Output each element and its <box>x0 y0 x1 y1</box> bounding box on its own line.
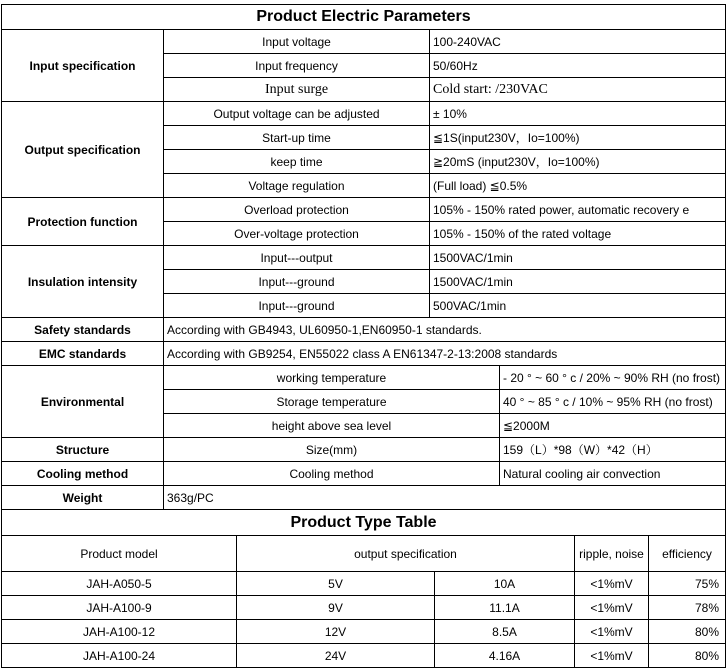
environmental-label: Environmental <box>2 366 164 438</box>
model-cell: JAH-A100-12 <box>2 620 237 644</box>
model-cell: JAH-A050-5 <box>2 572 237 596</box>
param-name: Voltage regulation <box>164 174 430 198</box>
param-value: 1500VAC/1min <box>430 246 726 270</box>
model-cell: JAH-A100-24 <box>2 644 237 668</box>
param-value: Cold start: /230VAC <box>430 78 726 102</box>
ripple-cell: <1%mV <box>575 644 649 668</box>
param-value: 105% - 150% rated power, automatic recovery e <box>430 198 726 222</box>
param-name: Input---ground <box>164 294 430 318</box>
param-value: ≦2000M <box>500 414 726 438</box>
voltage-cell: 9V <box>237 596 435 620</box>
insulation-intensity-label: Insulation intensity <box>2 246 164 318</box>
ripple-cell: <1%mV <box>575 596 649 620</box>
current-cell: 8.5A <box>435 620 575 644</box>
safety-standards-label: Safety standards <box>2 318 164 342</box>
param-name: Storage temperature <box>164 390 500 414</box>
param-name: Over-voltage protection <box>164 222 430 246</box>
param-value: ≦1S(input230V，Io=100%) <box>430 126 726 150</box>
voltage-cell: 24V <box>237 644 435 668</box>
param-value: 159（L）*98（W）*42（H） <box>500 438 726 462</box>
protection-function-label: Protection function <box>2 198 164 246</box>
param-name: Input frequency <box>164 54 430 78</box>
param-name: Start-up time <box>164 126 430 150</box>
param-value: - 20 ° ~ 60 ° c / 20% ~ 90% RH (no frost) <box>500 366 726 390</box>
safety-standards-value: According with GB4943, UL60950-1,EN60950-1 standards. <box>164 318 726 342</box>
current-cell: 4.16A <box>435 644 575 668</box>
voltage-cell: 12V <box>237 620 435 644</box>
param-name: Output voltage can be adjusted <box>164 102 430 126</box>
efficiency-cell: 75% <box>649 572 726 596</box>
param-name: Input voltage <box>164 30 430 54</box>
efficiency-cell: 78% <box>649 596 726 620</box>
ripple-cell: <1%mV <box>575 620 649 644</box>
emc-standards-value: According with GB9254, EN55022 class A EN61347-2-13:2008 standards <box>164 342 726 366</box>
param-value: 500VAC/1min <box>430 294 726 318</box>
param-name: Input---output <box>164 246 430 270</box>
model-cell: JAH-A100-9 <box>2 596 237 620</box>
param-value: ≧20mS (input230V，Io=100%) <box>430 150 726 174</box>
param-name: keep time <box>164 150 430 174</box>
voltage-cell: 5V <box>237 572 435 596</box>
cooling-method-label: Cooling method <box>2 462 164 486</box>
electric-parameters-title: Product Electric Parameters <box>2 5 726 30</box>
param-value: 50/60Hz <box>430 54 726 78</box>
param-name: Cooling method <box>164 462 500 486</box>
param-name: Overload protection <box>164 198 430 222</box>
table-row <box>2 572 726 596</box>
current-cell: 10A <box>435 572 575 596</box>
product-type-table <box>1 509 726 668</box>
header-efficiency: efficiency <box>649 536 726 572</box>
current-cell: 11.1A <box>435 596 575 620</box>
product-type-title: Product Type Table <box>2 510 726 536</box>
output-spec-label: Output specification <box>2 102 164 198</box>
param-value: 105% - 150% of the rated voltage <box>430 222 726 246</box>
param-name: Size(mm) <box>164 438 500 462</box>
weight-value: 363g/PC <box>164 486 726 510</box>
header-product-model: Product model <box>2 536 237 572</box>
header-output-specification: output specification <box>237 536 575 572</box>
param-value: 40 ° ~ 85 ° c / 10% ~ 95% RH (no frost) <box>500 390 726 414</box>
param-name: working temperature <box>164 366 500 390</box>
efficiency-cell: 80% <box>649 620 726 644</box>
header-ripple-noise: ripple, noise <box>575 536 649 572</box>
table-row <box>2 644 726 668</box>
param-value: Natural cooling air convection <box>500 462 726 486</box>
param-value: 1500VAC/1min <box>430 270 726 294</box>
param-value: 100-240VAC <box>430 30 726 54</box>
efficiency-cell: 80% <box>649 644 726 668</box>
ripple-cell: <1%mV <box>575 572 649 596</box>
electric-parameters-table <box>1 4 726 510</box>
input-spec-label: Input specification <box>2 30 164 102</box>
table-row <box>2 596 726 620</box>
emc-standards-label: EMC standards <box>2 342 164 366</box>
param-value: ± 10% <box>430 102 726 126</box>
param-value: (Full load) ≦0.5% <box>430 174 726 198</box>
param-name: height above sea level <box>164 414 500 438</box>
table-row <box>2 620 726 644</box>
param-name: Input---ground <box>164 270 430 294</box>
structure-label: Structure <box>2 438 164 462</box>
weight-label: Weight <box>2 486 164 510</box>
param-name: Input surge <box>164 78 430 102</box>
